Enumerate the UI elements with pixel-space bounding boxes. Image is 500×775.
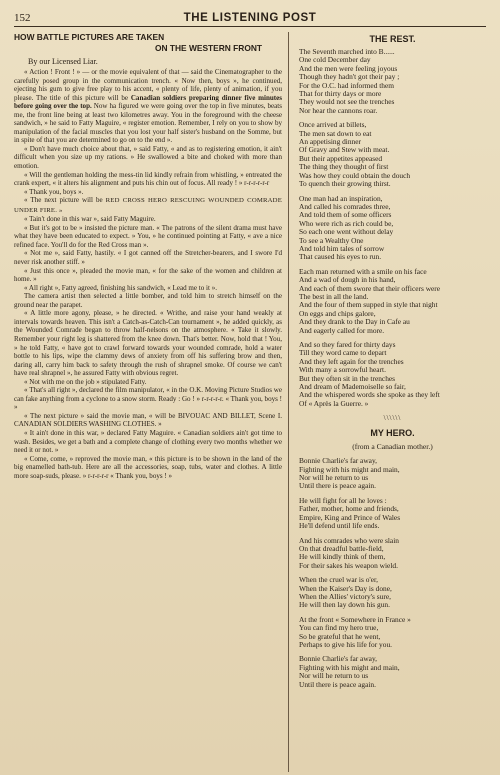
poem-line: And his comrades who were slain bbox=[299, 535, 399, 545]
poem-line: Bonnie Charlie's far away, bbox=[299, 456, 378, 466]
article-byline: By our Licensed Liar. bbox=[28, 57, 98, 66]
paragraph: « It ain't done in this war, » declared Fatty Maguire. « Canadian soldiers ain't got time to wash. Besides, we get a bath and a complete change of clothing every two months whether we need it or not. » bbox=[14, 428, 282, 455]
paragraph: « A little more agony, please, » he directed. « Writhe, and raise your hand weakly at intervals towards heaven. This isn't a Catch-as-Catch-Can tournament », he added quickly, as the Wounded Comrade began to throw half-nelsons on the atmosphere. « Take it slowly. Remember your right leg is shattered from the knee down. That's better. Now, hold that ! You, » he told Fatty, « have got to crawl forward towards your wounded comrade, hold a water bottle to his lips, wipe the clammy dews of anxiety from off his suffering brow and then, daring all, carry him back to safety through the rush of shrapnel smoke. Of course we can't have real shrapnel », he assured Fatty with obvious regret. bbox=[14, 309, 282, 378]
stanza bbox=[299, 576, 486, 610]
article-body bbox=[14, 68, 282, 480]
poem-the-rest bbox=[299, 48, 486, 408]
poem-line: The thing they thought of first bbox=[299, 162, 389, 172]
poem-line: And the whispered words she spoke as they left bbox=[299, 390, 440, 400]
poem-line: With many a sorrowful heart. bbox=[299, 365, 386, 375]
paragraph: « Just this once », pleaded the movie man, « for the sake of the women and children at home. » bbox=[14, 266, 282, 284]
poem-line: Until there is peace again. bbox=[299, 679, 376, 689]
poem-my-hero bbox=[299, 457, 486, 689]
stanza bbox=[299, 48, 486, 115]
poem-line: And they left again for the trenches bbox=[299, 356, 404, 366]
poem-line: Bonnie Charlie's far away, bbox=[299, 654, 378, 664]
poem-line: An appetising dinner bbox=[299, 137, 361, 147]
poem-line: And each of them swore that their officers were bbox=[299, 283, 441, 293]
poem-line: And told them of some officers bbox=[299, 210, 392, 220]
stanza bbox=[299, 121, 486, 188]
stanza bbox=[299, 268, 486, 335]
poem-line: The best in all the land. bbox=[299, 291, 369, 301]
paragraph: « Come, come, » reproved the movie man, « this picture is to be shown in the land of the big enamelled bath-tub. Here are all the accessories, soap, tubs, water and clothes. A little more soap-suds, please. » r-r-r-r-r « Thank you, boys ! » bbox=[14, 454, 282, 480]
poem-title: THE REST. bbox=[369, 34, 416, 44]
poem-line: Of Gravy and Stew with meat. bbox=[299, 145, 390, 155]
poem-line: He will fight for all he loves : bbox=[299, 495, 387, 505]
poem-line: Fighting with his might and main, bbox=[299, 662, 400, 672]
paragraph: « The next picture will be RED CROSS HERO RESCUING WOUNDED COMRADE UNDER FIRE. » bbox=[14, 196, 283, 214]
poem-line: Father, mother, home and friends, bbox=[299, 504, 399, 514]
poem-line: One man had an inspiration, bbox=[299, 193, 383, 203]
stanza bbox=[299, 537, 486, 571]
poem-line: You can find my hero true, bbox=[299, 623, 379, 633]
poem-line: But their appetites appeased bbox=[299, 153, 383, 163]
poem-line: Was how they could obtain the douch bbox=[299, 170, 411, 180]
poem-line: And they drank to the Day in Cafe au bbox=[299, 317, 410, 327]
poem-line: On eggs and chips galore, bbox=[299, 308, 376, 318]
poem-line: And the men were feeling joyous bbox=[299, 63, 398, 73]
article-column bbox=[14, 32, 289, 772]
poem-line: And told him tales of sorrow bbox=[299, 243, 385, 253]
poem-line: Perhaps to give his life for you. bbox=[299, 639, 392, 649]
stanza bbox=[299, 655, 486, 689]
poem-line: But they often sit in the trenches bbox=[299, 373, 396, 383]
poem-line: Each man returned with a smile on his face bbox=[299, 266, 427, 276]
stanza bbox=[299, 341, 486, 408]
headline-line-1: HOW BATTLE PICTURES ARE TAKEN bbox=[14, 32, 165, 42]
stanza bbox=[299, 616, 486, 650]
poem-line: To quench their growing thirst. bbox=[299, 179, 391, 189]
poem-line: Who were rich as rich could be, bbox=[299, 218, 394, 228]
poem-line: Of « Après la Guerre. » bbox=[299, 398, 369, 408]
paragraph: « All right », Fatty agreed, finishing his sandwich, « Lead me to it ». bbox=[24, 283, 217, 292]
poem-line: So each one went without delay bbox=[299, 227, 394, 237]
picture-title-caps: RED CROSS HERO RESCUING WOUNDED COMRADE UNDER FIRE. » bbox=[14, 197, 283, 214]
poem-line: So be grateful that he went, bbox=[299, 631, 381, 641]
poem-line: When the Allies' victory's sure, bbox=[299, 591, 391, 601]
paragraph: « Not with me on the job » stipulated Fatty. bbox=[24, 377, 147, 386]
poem-line: At the front « Somewhere in France » bbox=[299, 614, 411, 624]
paragraph: The camera artist then selected a little bomber, and told him to stretch himself on the ground near the parapet. bbox=[14, 292, 282, 309]
poem-line: When the Kaiser's Day is done, bbox=[299, 583, 392, 593]
poem-line: Fighting with his might and main, bbox=[299, 464, 400, 474]
paragraph: « Thank you, boys ». bbox=[24, 187, 84, 196]
poem-line: And the four of them supped in style that night bbox=[299, 300, 438, 310]
poem-line: Once arrived at billets, bbox=[299, 120, 367, 130]
poem-line: And so they fared for thirty days bbox=[299, 340, 396, 349]
poem-line: They would not see the trenches bbox=[299, 97, 395, 107]
poem-line: Nor will he return to us bbox=[299, 473, 369, 483]
paragraph: « Will the gentleman holding the mess-tin lid kindly refrain from whistling, » entreated the crank expert, « it alters his alignment and puts his chin out of focus. All ready ! » r-r-r-r-r-r bbox=[14, 170, 282, 188]
poem-line: One cold December day bbox=[299, 55, 371, 65]
poem-line: And a wad of dough in his hand, bbox=[299, 275, 396, 285]
paragraph: « Don't have much choice about that, » said Fatty, « and as to registering emotion, it ain't difficult when you size up my rations. » He swallowed a bite and choked with more than emotion. bbox=[14, 144, 282, 171]
poem-line: On that dreadful battle-field, bbox=[299, 543, 384, 553]
poem-line: And called his comrades three, bbox=[299, 201, 391, 211]
poem-line: Though they hadn't got their pay ; bbox=[299, 72, 400, 82]
poem-line: And dream of Mademoiselle so fair, bbox=[299, 382, 406, 392]
ornament-divider: \\\\\\ bbox=[383, 414, 402, 423]
stanza bbox=[299, 457, 486, 491]
poem-line: For their sakes his weapon wield. bbox=[299, 560, 398, 570]
poem-line: The Seventh marched into B...... bbox=[299, 47, 395, 56]
paragraph: « Not me », said Fatty, hastily. « I got canned off the Stretcher-bearers, and I swore I'd never risk another stiff. » bbox=[14, 249, 282, 267]
article-headline bbox=[14, 32, 282, 54]
running-header bbox=[14, 12, 486, 27]
poem-line: For the O.C. had informed them bbox=[299, 80, 395, 90]
paragraph: « Tain't done in this war », said Fatty Maguire. bbox=[24, 215, 156, 224]
poem-line: The men sat down to eat bbox=[299, 128, 372, 138]
poem-line: Nor will he return to us bbox=[299, 671, 369, 681]
poem-line: Until there is peace again. bbox=[299, 481, 376, 491]
paragraph: « Action ! Front ! » — or the movie equivalent of that — said the Cinematographer to the carefully posed group in the communication trench. « Now then, boys », he continued, ejecting his gum to give free play to his accent, « plenty of life, plenty of animation, if you please. The title of this picture will be Canadian soldiers preparing dinner five minutes before going over the top. Now ha figured we were going over the top in five minutes, beats me, the front line being at least two kilometres away. You in the foreground with the cheese sandwich, » he said to Fatty Maguire, « register emotion. Remember, I rely on you to show by manipulation of the facial muscles that you lost your half sister's husband on the Somme, but in spite of that you are determined to go on to the end ». bbox=[14, 68, 283, 145]
poem-line: That caused his eyes to run. bbox=[299, 252, 382, 262]
poem-line: Nor hear the cannons roar. bbox=[299, 105, 378, 115]
stanza bbox=[299, 497, 486, 531]
paragraph: « But it's got to be » insisted the picture man. « The patrons of the silent drama must have what they have been educated to expect. » You, » he continued pointing at Fatty, « ave a nice refined face. You'll do for the Red Cross man ». bbox=[14, 223, 282, 249]
paragraph: « The next picture » said the movie man, « will be BIVOUAC AND BILLET, Scene I. CANADIAN SOLDIERS WASHING CLOTHES. » bbox=[14, 411, 282, 429]
poem-subtitle: (from a Canadian mother.) bbox=[352, 442, 433, 452]
poem-line: That for thirty days or more bbox=[299, 89, 382, 99]
poem-line: To see a Wealthy One bbox=[299, 235, 364, 245]
publication-title: THE LISTENING POST bbox=[183, 12, 317, 24]
stanza bbox=[299, 195, 486, 262]
poetry-column bbox=[289, 32, 486, 772]
poem-line: He'll defend until life ends. bbox=[299, 521, 380, 531]
headline-line-2: ON THE WESTERN FRONT bbox=[154, 43, 262, 53]
picture-title-bold: Canadian soldiers preparing dinner five minutes before going over the top. bbox=[14, 93, 283, 111]
paragraph: « That's all right », declared the film manipulator, « in the O.K. Moving Picture Studios we can fake anything from a cyclone to a snow storm. Ready : Go ! » r-r-r-r-r. « Thank you, boys ! » bbox=[14, 386, 282, 412]
columns bbox=[14, 32, 486, 772]
poem-line: When the cruel war is o'er, bbox=[299, 575, 379, 585]
poem-title: MY HERO. bbox=[370, 428, 415, 439]
poem-line: Till they word came to depart bbox=[299, 348, 387, 358]
poem-line: And eagerly called for more. bbox=[299, 325, 385, 335]
poem-line: He will kindly think of them, bbox=[299, 552, 386, 562]
page-number: 152 bbox=[14, 12, 31, 24]
poem-line: Empire, King and Prince of Wales bbox=[299, 512, 401, 522]
poem-line: He will then lay down his gun. bbox=[299, 600, 390, 610]
